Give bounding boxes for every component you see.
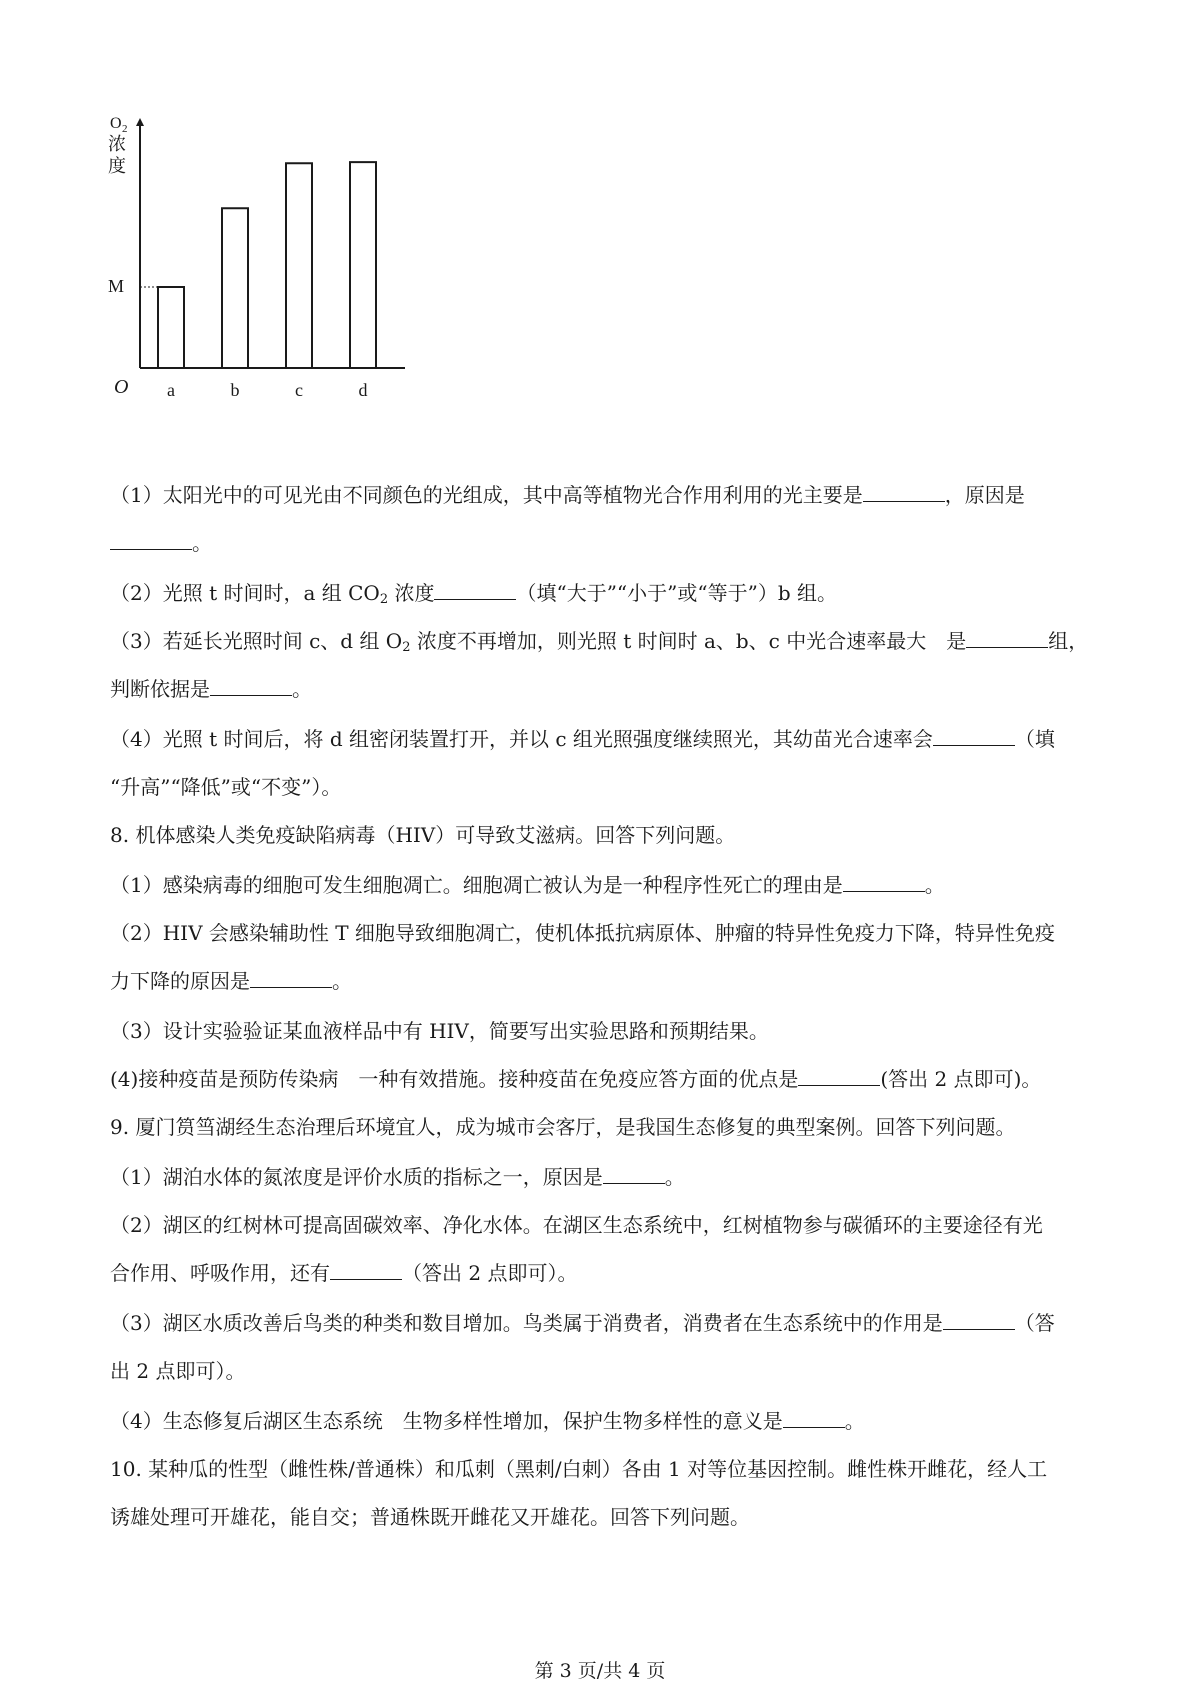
- q9-title: 9. 厦门筼筜湖经生态治理后环境宜人，成为城市会客厅，是我国生态修复的典型案例。回答下列问题。: [110, 1115, 1016, 1139]
- answer-blank[interactable]: [434, 581, 516, 600]
- answer-blank[interactable]: [943, 1311, 1015, 1330]
- q7-part3-line2: 判断依据是 。: [110, 677, 312, 701]
- x-tick-label-b: b: [230, 380, 240, 400]
- answer-blank[interactable]: [933, 727, 1015, 746]
- x-tick-label-c: c: [295, 380, 303, 400]
- q8-part2-line2: 力下降的原因是 。: [110, 969, 352, 993]
- x-tick-label-d: d: [358, 380, 368, 400]
- q7-part4-line1: （4）光照 t 时间后，将 d 组密闭装置打开，并以 c 组光照强度继续照光，其幼苗光合速率会 （填: [110, 727, 1055, 751]
- q10-line1: 10. 某种瓜的性型（雌性株/普通株）和瓜刺（黑刺/白刺）各由 1 对等位基因控制。雌性株开雌花，经人工: [110, 1457, 1048, 1481]
- bar-d: [350, 162, 376, 368]
- answer-blank[interactable]: [783, 1409, 845, 1428]
- y-axis-label-char1: 浓: [108, 134, 126, 154]
- answer-blank[interactable]: [110, 531, 192, 550]
- q7-part1-line2: 。: [110, 530, 212, 556]
- q10-line2: 诱雄处理可开雄花，能自交；普通株既开雌花又开雄花。回答下列问题。: [110, 1505, 750, 1529]
- answer-blank[interactable]: [330, 1261, 402, 1280]
- q8-part4: (4)接种疫苗是预防传染病 一种有效措施。接种疫苗在免疫应答方面的优点是 (答出 2 点即可)。: [110, 1067, 1042, 1091]
- q7-part2: （2）光照 t 时间时，a 组 $CO_2$ 浓度 （填“大于”“小于”或“等于”）b 组。: [110, 581, 837, 607]
- q8-part3: （3）设计实验验证某血液样品中有 HIV，简要写出实验思路和预期结果。: [110, 1019, 769, 1043]
- bar-a: [158, 287, 184, 368]
- origin-label: O: [114, 376, 129, 398]
- o2-concentration-bar-chart: [110, 108, 460, 448]
- answer-blank[interactable]: [603, 1165, 665, 1184]
- answer-blank[interactable]: [966, 629, 1048, 648]
- q9-part3-line2: 出 2 点即可）。: [110, 1359, 246, 1383]
- q9-part4: （4）生态修复后湖区生态系统 生物多样性增加，保护生物多样性的意义是 。: [110, 1409, 865, 1433]
- chart-svg: [110, 108, 460, 448]
- x-tick-label-a: a: [167, 380, 175, 400]
- q7-part3-line1: （3）若延长光照时间 c、d 组 $O_2$ 浓度不再增加，则光照 t 时间时 a、b、c 中光合速率最大 是 组，: [110, 629, 1089, 655]
- q7-part4-line2: “升高”“降低”或“不变”）。: [110, 775, 342, 799]
- q8-title: 8. 机体感染人类免疫缺陷病毒（HIV）可导致艾滋病。回答下列问题。: [110, 823, 736, 847]
- y-axis-label-char2: 度: [108, 156, 126, 176]
- answer-blank[interactable]: [798, 1067, 880, 1086]
- page-number: 第 3 页/共 4 页: [534, 1660, 666, 1682]
- page-footer: [0, 1656, 1200, 1683]
- answer-blank[interactable]: [250, 969, 332, 988]
- y-axis-arrow: [136, 118, 144, 126]
- answer-blank[interactable]: [843, 873, 925, 892]
- answer-blank[interactable]: [210, 677, 292, 696]
- bar-b: [222, 208, 248, 368]
- q8-part2-line1: （2）HIV 会感染辅助性 T 细胞导致细胞凋亡，使机体抵抗病原体、肿瘤的特异性免疫力下降，特异性免疫: [110, 921, 1055, 945]
- q7-part1-line1: （1）太阳光中的可见光由不同颜色的光组成，其中高等植物光合作用利用的光主要是 ，原因是: [110, 483, 1025, 507]
- q8-part1: （1）感染病毒的细胞可发生细胞凋亡。细胞凋亡被认为是一种程序性死亡的理由是 。: [110, 873, 945, 897]
- m-reference-label: M: [108, 276, 125, 296]
- answer-blank[interactable]: [863, 483, 945, 502]
- y-axis-label-subscript: 2: [122, 123, 128, 135]
- bar-c: [286, 163, 312, 368]
- q9-part1: （1）湖泊水体的氮浓度是评价水质的指标之一，原因是 。: [110, 1165, 685, 1189]
- y-axis-label-o2: O: [110, 115, 122, 132]
- q9-part2-line1: （2）湖区的红树林可提高固碳效率、净化水体。在湖区生态系统中，红树植物参与碳循环的主要途径有光: [110, 1213, 1043, 1237]
- q9-part3-line1: （3）湖区水质改善后鸟类的种类和数目增加。鸟类属于消费者，消费者在生态系统中的作用是 （答: [110, 1311, 1055, 1335]
- q9-part2-line2: 合作用、呼吸作用，还有 （答出 2 点即可）。: [110, 1261, 578, 1285]
